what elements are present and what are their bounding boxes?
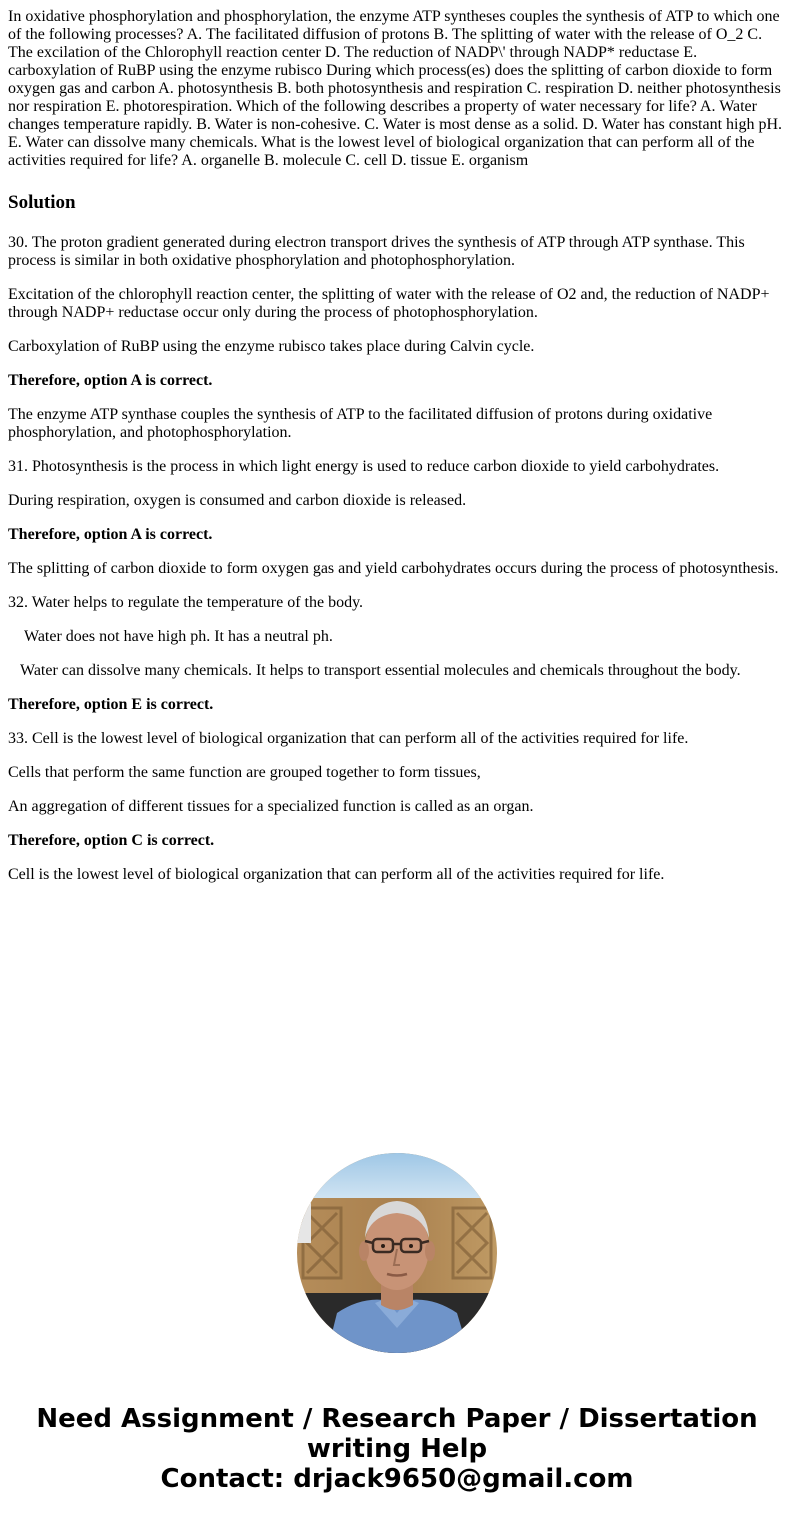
- solution-paragraph: The splitting of carbon dioxide to form oxygen gas and yield carbohydrates occurs during the process of photosynthesis.: [8, 560, 779, 577]
- solution-paragraph: During respiration, oxygen is consumed and carbon dioxide is released.: [8, 492, 467, 509]
- solution-paragraph: Water does not have high ph. It has a neutral ph.: [24, 628, 333, 645]
- solution-paragraph: 30. The proton gradient generated during electron transport drives the synthesis of ATP through ATP synthase. This process is similar in both oxidative phosphorylation and photophosphorylation.: [8, 234, 745, 269]
- solution-paragraph: The enzyme ATP synthase couples the synthesis of ATP to the facilitated diffusion of protons during oxidative phosphorylation, and photophosphorylation.: [8, 406, 713, 441]
- answer-statement: Therefore, option E is correct.: [8, 696, 214, 713]
- author-portrait-icon: [297, 1153, 497, 1353]
- solution-paragraph: Carboxylation of RuBP using the enzyme rubisco takes place during Calvin cycle.: [8, 338, 535, 355]
- promo-line: Need Assignment / Research Paper / Dissertation: [36, 1404, 758, 1434]
- solution-heading: Solution: [8, 192, 76, 213]
- answer-statement: Therefore, option A is correct.: [8, 526, 213, 543]
- solution-paragraph: Cell is the lowest level of biological organization that can perform all of the activities required for life.: [8, 866, 665, 883]
- author-avatar: [297, 1153, 497, 1353]
- solution-paragraph: 31. Photosynthesis is the process in which light energy is used to reduce carbon dioxide to yield carbohydrates.: [8, 458, 720, 475]
- question-text: In oxidative phosphorylation and phosphorylation, the enzyme ATP syntheses couples the synthesis of ATP to which one of the following processes? A. The facilitated diffusion of protons B. The splitting of water with the release of O_2 C. The excilation of the Chlorophyll reaction center D. The reduction of NADP\' through NADP* reductase E. carboxylation of RuBP using the enzyme rubisco During which process(es) does the splitting of carbon dioxide to form oxygen gas and carbon A. photosynthesis B. both photosynthesis and respiration C. respiration D. neither photosynthesis nor respiration E. photorespiration. Which of the following describes a property of water necessary for life? A. Water changes temperature rapidly. B. Water is non-cohesive. C. Water is most dense as a solid. D. Water has constant high pH. E. Water can dissolve many chemicals. What is the lowest level of biological organization that can perform all of the activities required for life? A. organelle B. molecule C. cell D. tissue E. organism: [8, 8, 783, 169]
- promo-banner: [0, 1404, 794, 1494]
- solution-paragraph: 33. Cell is the lowest level of biological organization that can perform all of the activities required for life.: [8, 730, 689, 747]
- promo-line: writing Help: [306, 1434, 488, 1464]
- solution-paragraph: Excitation of the chlorophyll reaction center, the splitting of water with the release of O2 and, the reduction of NADP+ through NADP+ reductase occur only during the process of photophosphorylation.: [8, 286, 770, 321]
- solution-paragraph: An aggregation of different tissues for a specialized function is called as an organ.: [8, 798, 534, 815]
- solution-paragraph: 32. Water helps to regulate the temperature of the body.: [8, 594, 364, 611]
- answer-statement: Therefore, option A is correct.: [8, 372, 213, 389]
- solution-paragraph: Water can dissolve many chemicals. It helps to transport essential molecules and chemicals throughout the body.: [20, 662, 741, 679]
- promo-contact: Contact: drjack9650@gmail.com: [160, 1464, 634, 1494]
- answer-statement: Therefore, option C is correct.: [8, 832, 215, 849]
- solution-paragraph: Cells that perform the same function are grouped together to form tissues,: [8, 764, 481, 781]
- document-body: [8, 8, 786, 900]
